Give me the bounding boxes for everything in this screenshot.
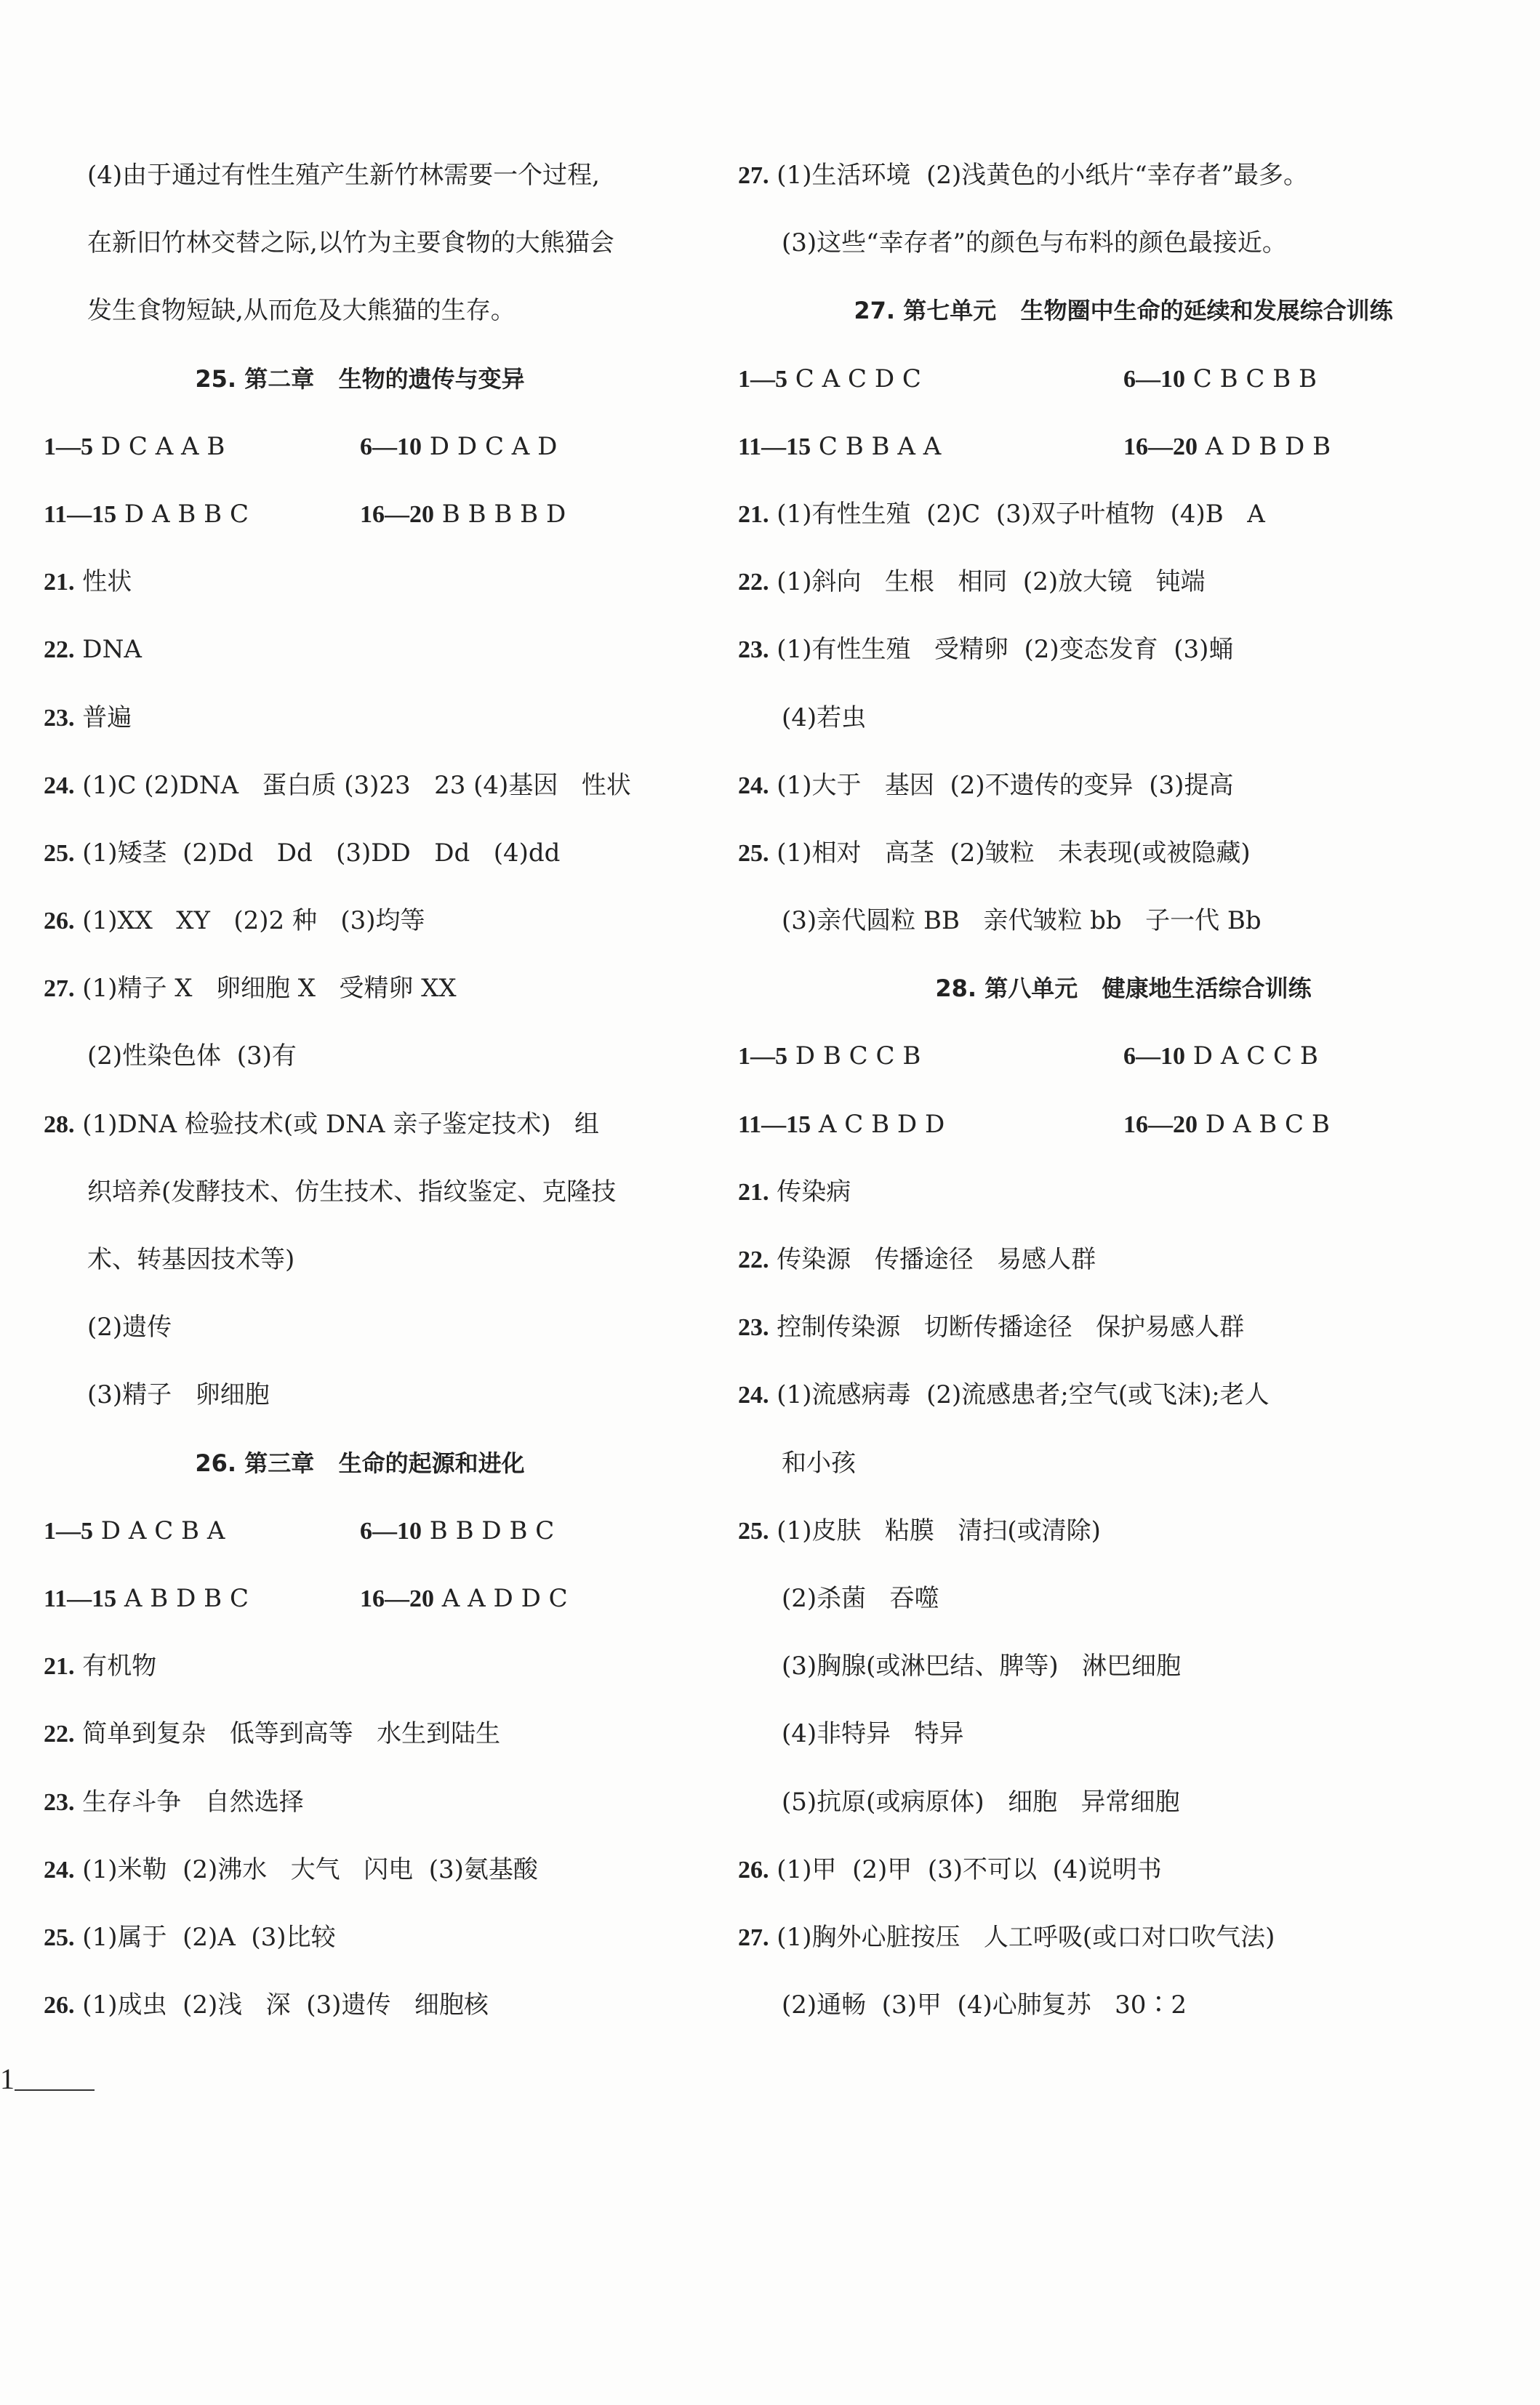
answer-text: DNA <box>74 635 142 665</box>
choice-answers: A C B D D <box>811 1109 945 1139</box>
page-number-rule <box>15 2089 95 2091</box>
answer-line <box>738 481 1509 548</box>
answer-continuation: (3)亲代圆粒 BB 亲代皱粒 bb 子一代 Bb <box>782 906 1262 936</box>
question-range: 16—20 <box>360 500 434 528</box>
question-range: 11—15 <box>738 1111 811 1138</box>
question-number: 25. <box>738 1517 769 1545</box>
question-number: 26. <box>738 1856 769 1884</box>
answer-line <box>738 820 1509 887</box>
choice-group <box>738 1091 1123 1159</box>
answer-text: (1)大于 基因 (2)不遗传的变异 (3)提高 <box>769 770 1234 800</box>
section-title: 27. 第七单元 生物圈中生命的延续和发展综合训练 <box>854 297 1393 325</box>
question-number: 26. <box>44 908 75 935</box>
question-range: 6—10 <box>360 433 422 460</box>
answer-continuation: (2)杀菌 吞噬 <box>782 1583 939 1613</box>
choice-group <box>1123 1023 1509 1090</box>
answer-text: 生存斗争 自然选择 <box>74 1787 304 1817</box>
answer-continuation: (4)非特异 特异 <box>782 1719 964 1749</box>
question-number: 22. <box>738 1246 769 1273</box>
question-range: 16—20 <box>1123 1111 1198 1138</box>
section-title: 25. 第二章 生物的遗传与变异 <box>195 364 525 393</box>
answer-text: 传染源 传播途径 易感人群 <box>769 1245 1096 1274</box>
choice-group <box>738 413 1123 481</box>
choice-answers: D A C B A <box>93 1516 225 1545</box>
question-number: 21. <box>44 569 75 596</box>
question-number: 24. <box>738 772 769 799</box>
question-number: 21. <box>738 1178 769 1206</box>
answer-line <box>738 1904 1509 1972</box>
answer-text: (1)甲 (2)甲 (3)不可以 (4)说明书 <box>769 1854 1162 1884</box>
question-number: 25. <box>738 839 769 867</box>
answer-line <box>738 1361 1509 1429</box>
question-number: 23. <box>738 1314 769 1342</box>
answer-continuation: (3)精子 卵细胞 <box>87 1380 270 1410</box>
answer-continuation: (5)抗原(或病原体) 细胞 异常细胞 <box>782 1787 1180 1817</box>
choice-answer-row <box>44 413 676 481</box>
choice-group <box>44 481 360 548</box>
choice-answers: A A D D C <box>434 1583 568 1613</box>
answer-line <box>738 1294 1509 1361</box>
answer-line <box>738 752 1509 820</box>
answer-text: (1)XX XY (2)2 种 (3)均等 <box>74 906 425 936</box>
choice-answers: D D C A D <box>422 431 558 461</box>
choice-group <box>44 1497 360 1565</box>
answer-continuation: 术、转基因技术等) <box>87 1245 295 1274</box>
question-range: 1—5 <box>738 365 787 393</box>
section-title: 28. 第八单元 健康地生活综合训练 <box>935 975 1312 1003</box>
right-column <box>738 142 1509 2039</box>
choice-answer-row <box>738 413 1509 481</box>
answer-text: (1)精子 X 卵细胞 X 受精卵 XX <box>74 974 457 1004</box>
question-range: 11—15 <box>44 1585 117 1612</box>
answer-text: (1)相对 高茎 (2)皱粒 未表现(或被隐藏) <box>769 838 1251 868</box>
page-number: 1 <box>0 2062 15 2095</box>
choice-answer-row <box>44 1497 676 1565</box>
question-number: 21. <box>738 500 769 528</box>
answer-text: (1)斜向 生根 相同 (2)放大镜 钝端 <box>769 567 1206 597</box>
answer-line <box>44 1972 676 2039</box>
answer-text: (1)流感病毒 (2)流感患者;空气(或飞沫);老人 <box>769 1380 1270 1410</box>
choice-answer-row <box>44 1565 676 1633</box>
question-number: 24. <box>738 1382 769 1409</box>
choice-group <box>738 1023 1123 1090</box>
choice-answer-row <box>44 481 676 548</box>
answer-continuation: (4)由于通过有性生殖产生新竹林需要一个过程, <box>87 161 600 190</box>
answer-text: (1)皮肤 粘膜 清扫(或清除) <box>769 1516 1101 1545</box>
choice-answers: C A C D C <box>787 364 921 393</box>
answer-text: (1)DNA 检验技术(或 DNA 亲子鉴定技术) 组 <box>74 1109 599 1139</box>
choice-group <box>360 1497 676 1565</box>
choice-group <box>44 1565 360 1633</box>
question-range: 16—20 <box>360 1585 434 1612</box>
answer-text: 传染病 <box>769 1177 851 1206</box>
question-number: 22. <box>738 569 769 596</box>
answer-line <box>738 1226 1509 1294</box>
choice-group <box>360 481 676 548</box>
answer-line <box>738 1159 1509 1226</box>
question-number: 28. <box>44 1111 75 1138</box>
question-range: 1—5 <box>738 1043 787 1071</box>
question-number: 27. <box>44 975 75 1003</box>
question-range: 6—10 <box>360 1517 422 1545</box>
choice-answers: B B B B D <box>434 499 566 529</box>
question-number: 27. <box>738 1924 769 1951</box>
answer-line <box>44 1633 676 1700</box>
choice-group <box>738 345 1123 413</box>
answer-line <box>738 548 1509 616</box>
answer-line <box>44 1836 676 1904</box>
choice-answers: C B B A A <box>811 431 942 461</box>
answer-text: 性状 <box>74 567 132 597</box>
answer-text: 控制传染源 切断传播途径 保护易感人群 <box>769 1313 1245 1342</box>
choice-answers: D B C C B <box>787 1041 921 1071</box>
question-number: 24. <box>44 1856 75 1884</box>
answer-line <box>44 616 676 684</box>
question-range: 1—5 <box>44 1517 93 1545</box>
answer-text: 简单到复杂 低等到高等 水生到陆生 <box>74 1719 501 1749</box>
answer-line <box>44 1904 676 1972</box>
answer-continuation: 在新旧竹林交替之际,以竹为主要食物的大熊猫会 <box>87 228 614 258</box>
choice-answers: A D B D B <box>1198 431 1331 461</box>
answer-text: (1)有性生殖 (2)C (3)双子叶植物 (4)B A <box>769 499 1265 529</box>
choice-answer-row <box>738 1091 1509 1159</box>
answer-continuation: 发生食物短缺,从而危及大熊猫的生存。 <box>87 296 516 326</box>
answer-continuation: (2)通畅 (3)甲 (4)心肺复苏 30∶2 <box>782 1990 1187 2020</box>
question-number: 22. <box>44 1721 75 1748</box>
question-number: 26. <box>44 1992 75 2020</box>
answer-continuation: 和小孩 <box>782 1448 856 1478</box>
answer-line <box>738 1836 1509 1904</box>
question-number: 27. <box>738 162 769 189</box>
answer-line <box>44 887 676 955</box>
question-number: 21. <box>44 1653 75 1681</box>
answer-text: 普遍 <box>74 703 132 732</box>
answer-continuation: (4)若虫 <box>782 703 867 732</box>
answer-text: (1)米勒 (2)沸水 大气 闪电 (3)氨基酸 <box>74 1854 538 1884</box>
question-number: 23. <box>44 704 75 732</box>
question-range: 11—15 <box>44 500 117 528</box>
answer-continuation: (3)这些“幸存者”的颜色与布料的颜色最接近。 <box>782 228 1287 258</box>
answer-continuation: (3)胸腺(或淋巴结、脾等) 淋巴细胞 <box>782 1652 1182 1681</box>
choice-answer-row <box>738 345 1509 413</box>
question-number: 25. <box>44 839 75 867</box>
answer-line <box>44 820 676 887</box>
choice-answers: B B D B C <box>422 1516 555 1545</box>
answer-line <box>44 684 676 752</box>
section-title: 26. 第三章 生命的起源和进化 <box>195 1449 525 1477</box>
answer-text: (1)C (2)DNA 蛋白质 (3)23 23 (4)基因 性状 <box>74 770 631 800</box>
question-range: 11—15 <box>738 433 811 460</box>
answer-continuation: (2)性染色体 (3)有 <box>87 1041 297 1071</box>
question-number: 25. <box>44 1924 75 1951</box>
choice-answers: D A B B C <box>116 499 249 529</box>
choice-answers: D C A A B <box>93 431 225 461</box>
question-range: 6—10 <box>1123 365 1185 393</box>
answer-text: (1)属于 (2)A (3)比较 <box>74 1922 336 1952</box>
question-range: 6—10 <box>1123 1043 1185 1071</box>
answer-line <box>44 955 676 1023</box>
answer-text: (1)矮茎 (2)Dd Dd (3)DD Dd (4)dd <box>74 838 561 868</box>
choice-group <box>1123 1091 1509 1159</box>
answer-line <box>44 1091 676 1159</box>
answer-line <box>738 1497 1509 1565</box>
choice-answers: A B D B C <box>116 1583 249 1613</box>
answer-text: (1)成虫 (2)浅 深 (3)遗传 细胞核 <box>74 1990 489 2020</box>
choice-group <box>360 413 676 481</box>
question-number: 22. <box>44 636 75 664</box>
answer-line <box>738 142 1509 209</box>
question-number: 24. <box>44 772 75 799</box>
choice-answers: C B C B B <box>1185 364 1318 393</box>
choice-group <box>1123 345 1509 413</box>
choice-answers: D A B C B <box>1198 1109 1330 1139</box>
left-column <box>44 142 676 2039</box>
question-number: 23. <box>738 636 769 664</box>
answer-continuation: (2)遗传 <box>87 1313 172 1342</box>
choice-group <box>44 413 360 481</box>
answer-text: 有机物 <box>74 1652 157 1681</box>
choice-group <box>1123 413 1509 481</box>
question-number: 23. <box>44 1788 75 1816</box>
choice-group <box>360 1565 676 1633</box>
answer-line <box>44 752 676 820</box>
answer-text: (1)有性生殖 受精卵 (2)变态发育 (3)蛹 <box>769 635 1234 665</box>
answer-line <box>44 1769 676 1836</box>
answer-line <box>44 548 676 616</box>
answer-line <box>738 616 1509 684</box>
choice-answers: D A C C B <box>1185 1041 1318 1071</box>
answer-text: (1)胸外心脏按压 人工呼吸(或口对口吹气法) <box>769 1922 1275 1952</box>
answer-continuation: 织培养(发酵技术、仿生技术、指纹鉴定、克隆技 <box>87 1177 617 1206</box>
answer-line <box>44 1700 676 1768</box>
answer-text: (1)生活环境 (2)浅黄色的小纸片“幸存者”最多。 <box>769 161 1309 190</box>
question-range: 1—5 <box>44 433 93 460</box>
choice-answer-row <box>738 1023 1509 1090</box>
question-range: 16—20 <box>1123 433 1198 460</box>
